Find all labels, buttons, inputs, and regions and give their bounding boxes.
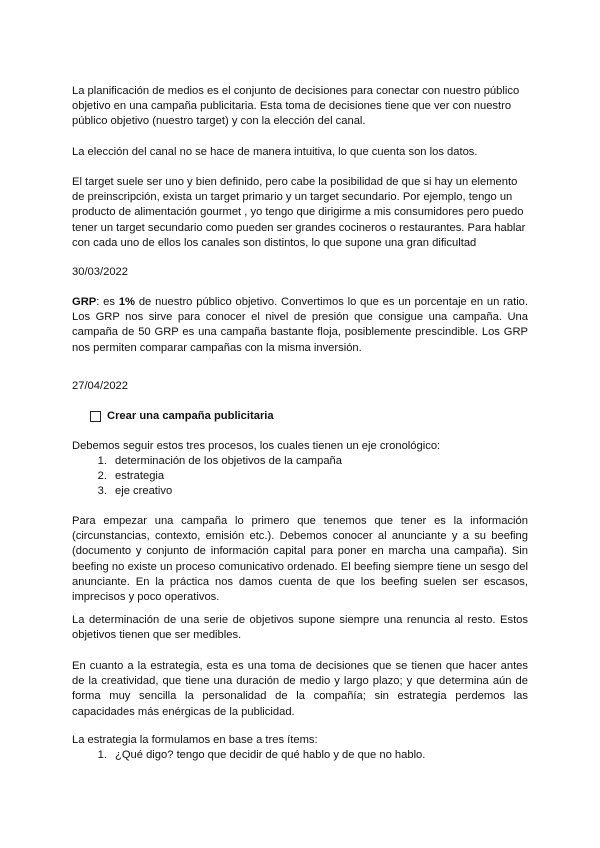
paragraph-planificacion: La planificación de medios es el conjunto de decisiones para conectar con nuestro público objetivo en una campaña publicitaria. Esta toma de decisiones tiene que ver con nuestro público objetivo (nuestro target) y con la elección del canal. (72, 85, 520, 128)
list-item: 3. eje creativo (97, 485, 173, 498)
paragraph-target: El target suele ser uno y bien definido, pero cabe la posibilidad de que si hay un elemento de preinscripción, exista un target primario y un target secundario. Por ejemplo, tengo un producto de alimentación gourmet , yo tengo que dirigirme a mis consumidores pero puedo tener un target secundario como pueden ser grandes cocineros o restaurantes. Para hablar con cada uno de ellos los canales son distintos, lo que supone una gran dificultad (72, 176, 526, 249)
date-27-04-2022: 27/04/2022 (72, 380, 128, 392)
checklist-heading (90, 409, 274, 424)
paragraph-eleccion-canal: La elección del canal no se hace de manera intuitiva, lo que cuenta son los datos. (72, 146, 478, 158)
list-item: 1. ¿Qué digo? tengo que decidir de qué hablo y de que no hablo. (97, 749, 426, 761)
paragraph-procesos: Debemos seguir estos tres procesos, los cuales tienen un eje cronológico: (72, 440, 441, 452)
grp-pre: : es (96, 296, 119, 308)
paragraph-objetivos: La determinación de una serie de objetivos supone siempre una renuncia al resto. Estos objetivos tienen que ser medibles. (72, 614, 528, 642)
paragraph-informacion: Para empezar una campaña lo primero que tenemos que tener es la información (circunstancias, contexto, emisión etc.). Debemos conocer al anunciante y a su beefing (documento y conjunto de información capital para poner en marcha una campaña). Sin beefing no existe un proceso comunicativo ordenado. El beefing siempre tiene un sesgo del anunciante. En la práctica nos damos cuenta de que los beefing suelen ser escasos, imprecisos y poco operativos. (72, 515, 528, 604)
checkbox-icon[interactable] (90, 411, 101, 422)
grp-percent: 1% (118, 296, 135, 308)
processes-list (72, 454, 528, 500)
heading-crear-campana: Crear una campaña publicitaria (107, 410, 274, 422)
list-item: 2. estrategia (97, 470, 165, 483)
paragraph-grp (72, 295, 528, 356)
grp-term: GRP (72, 296, 97, 308)
date-30-03-2022: 30/03/2022 (72, 266, 128, 278)
grp-rest: de nuestro público objetivo. Convertimos lo que es un porcentaje en un ratio. Los GRP nos sirve para conocer el nivel de presión que consigue una campaña. Una campaña de 50 GRP es una campaña bastante floja, posiblemente prescindible. Los GRP nos permiten comparar campañas con la misma inversión. (72, 296, 529, 354)
paragraph-items: La estrategia la formulamos en base a tres ítems: (72, 734, 318, 746)
paragraph-estrategia: En cuanto a la estrategia, esta es una toma de decisiones que se tienen que hacer antes de la creatividad, que tiene una duración de medio y largo plazo; y que determina aún de forma muy sencilla la personalidad de la compañía; sin estrategia perdemos las capacidades más enérgicas de la publicidad. (72, 660, 528, 718)
items-list (72, 748, 528, 763)
list-item: 1. determinación de los objetivos de la campaña (97, 455, 342, 467)
